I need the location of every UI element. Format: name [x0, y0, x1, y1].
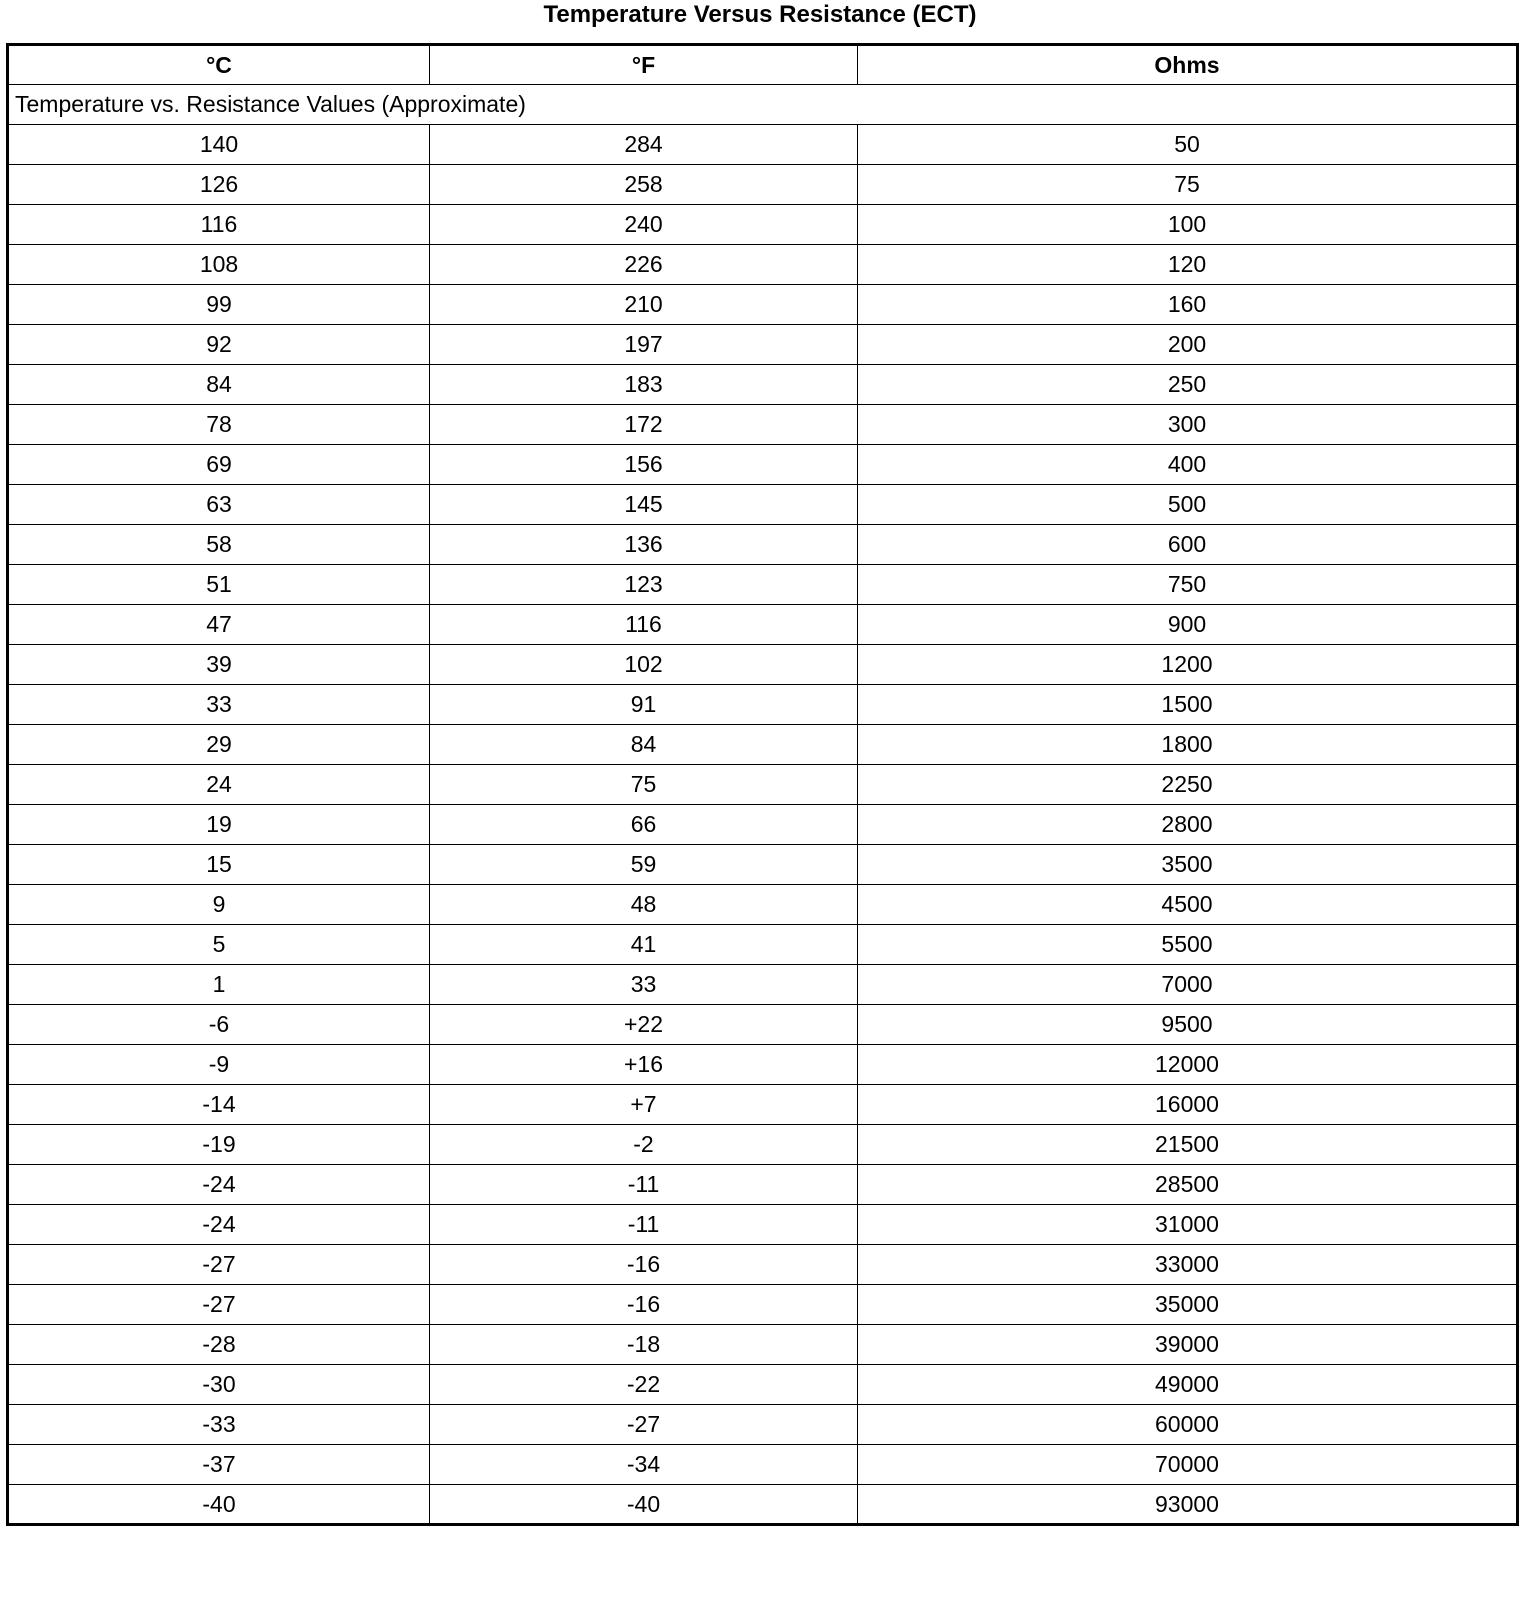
cell-ohms: 300	[858, 405, 1518, 445]
cell-celsius: -9	[8, 1045, 430, 1085]
cell-celsius: 116	[8, 205, 430, 245]
cell-fahrenheit: +7	[430, 1085, 858, 1125]
cell-celsius: -28	[8, 1325, 430, 1365]
cell-fahrenheit: 284	[430, 125, 858, 165]
cell-ohms: 33000	[858, 1245, 1518, 1285]
table-row	[8, 325, 1518, 365]
cell-fahrenheit: 145	[430, 485, 858, 525]
cell-fahrenheit: 258	[430, 165, 858, 205]
table-row	[8, 405, 1518, 445]
cell-fahrenheit: 48	[430, 885, 858, 925]
table-note: Temperature vs. Resistance Values (Approximate)	[8, 85, 1518, 125]
cell-ohms: 600	[858, 525, 1518, 565]
cell-ohms: 21500	[858, 1125, 1518, 1165]
cell-ohms: 250	[858, 365, 1518, 405]
cell-celsius: 5	[8, 925, 430, 965]
cell-fahrenheit: 136	[430, 525, 858, 565]
cell-fahrenheit: -11	[430, 1205, 858, 1245]
table-row	[8, 965, 1518, 1005]
cell-ohms: 200	[858, 325, 1518, 365]
cell-celsius: 1	[8, 965, 430, 1005]
cell-ohms: 28500	[858, 1165, 1518, 1205]
table-row	[8, 165, 1518, 205]
cell-celsius: 78	[8, 405, 430, 445]
cell-fahrenheit: 33	[430, 965, 858, 1005]
cell-ohms: 9500	[858, 1005, 1518, 1045]
cell-celsius: 63	[8, 485, 430, 525]
cell-celsius: 126	[8, 165, 430, 205]
table-row	[8, 765, 1518, 805]
cell-fahrenheit: -22	[430, 1365, 858, 1405]
cell-celsius: 140	[8, 125, 430, 165]
temperature-resistance-table	[6, 43, 1519, 1526]
cell-fahrenheit: 102	[430, 645, 858, 685]
table-body	[8, 85, 1518, 1525]
cell-celsius: 39	[8, 645, 430, 685]
cell-fahrenheit: 75	[430, 765, 858, 805]
cell-ohms: 120	[858, 245, 1518, 285]
table-row	[8, 205, 1518, 245]
cell-fahrenheit: 240	[430, 205, 858, 245]
column-header-ohms: Ohms	[858, 45, 1518, 85]
cell-ohms: 100	[858, 205, 1518, 245]
cell-celsius: -33	[8, 1405, 430, 1445]
cell-fahrenheit: 59	[430, 845, 858, 885]
cell-fahrenheit: 123	[430, 565, 858, 605]
table-row	[8, 1085, 1518, 1125]
cell-celsius: 69	[8, 445, 430, 485]
cell-celsius: 84	[8, 365, 430, 405]
cell-ohms: 400	[858, 445, 1518, 485]
cell-fahrenheit: 116	[430, 605, 858, 645]
cell-celsius: -6	[8, 1005, 430, 1045]
cell-ohms: 70000	[858, 1445, 1518, 1485]
cell-fahrenheit: -40	[430, 1485, 858, 1525]
table-row	[8, 1365, 1518, 1405]
cell-celsius: -37	[8, 1445, 430, 1485]
cell-celsius: 15	[8, 845, 430, 885]
cell-fahrenheit: 210	[430, 285, 858, 325]
cell-celsius: -24	[8, 1205, 430, 1245]
cell-celsius: 19	[8, 805, 430, 845]
cell-ohms: 7000	[858, 965, 1518, 1005]
table-row	[8, 525, 1518, 565]
table-row	[8, 485, 1518, 525]
cell-ohms: 39000	[858, 1325, 1518, 1365]
cell-ohms: 1500	[858, 685, 1518, 725]
cell-ohms: 5500	[858, 925, 1518, 965]
table-row	[8, 1005, 1518, 1045]
cell-ohms: 900	[858, 605, 1518, 645]
table-row	[8, 565, 1518, 605]
cell-ohms: 500	[858, 485, 1518, 525]
table-title: Temperature Versus Resistance (ECT)	[543, 1, 977, 28]
table-row	[8, 1285, 1518, 1325]
cell-ohms: 93000	[858, 1485, 1518, 1525]
table-row	[8, 845, 1518, 885]
cell-fahrenheit: 183	[430, 365, 858, 405]
cell-ohms: 750	[858, 565, 1518, 605]
cell-ohms: 35000	[858, 1285, 1518, 1325]
cell-celsius: 9	[8, 885, 430, 925]
cell-celsius: 58	[8, 525, 430, 565]
cell-celsius: 33	[8, 685, 430, 725]
table-row	[8, 885, 1518, 925]
cell-celsius: -30	[8, 1365, 430, 1405]
cell-ohms: 2250	[858, 765, 1518, 805]
cell-celsius: 51	[8, 565, 430, 605]
cell-fahrenheit: -11	[430, 1165, 858, 1205]
cell-fahrenheit: +16	[430, 1045, 858, 1085]
cell-celsius: 108	[8, 245, 430, 285]
table-row	[8, 245, 1518, 285]
cell-ohms: 16000	[858, 1085, 1518, 1125]
cell-fahrenheit: 41	[430, 925, 858, 965]
cell-ohms: 60000	[858, 1405, 1518, 1445]
cell-fahrenheit: -2	[430, 1125, 858, 1165]
cell-ohms: 1200	[858, 645, 1518, 685]
cell-ohms: 160	[858, 285, 1518, 325]
table-row	[8, 365, 1518, 405]
cell-celsius: 29	[8, 725, 430, 765]
cell-ohms: 75	[858, 165, 1518, 205]
cell-fahrenheit: -16	[430, 1245, 858, 1285]
cell-celsius: -19	[8, 1125, 430, 1165]
table-row	[8, 725, 1518, 765]
table-row	[8, 805, 1518, 845]
cell-celsius: -40	[8, 1485, 430, 1525]
cell-ohms: 2800	[858, 805, 1518, 845]
cell-ohms: 31000	[858, 1205, 1518, 1245]
column-header-fahrenheit: °F	[430, 45, 858, 85]
note-row	[8, 85, 1518, 125]
table-row	[8, 125, 1518, 165]
cell-fahrenheit: 197	[430, 325, 858, 365]
cell-fahrenheit: -34	[430, 1445, 858, 1485]
cell-fahrenheit: 91	[430, 685, 858, 725]
cell-ohms: 12000	[858, 1045, 1518, 1085]
cell-fahrenheit: 172	[430, 405, 858, 445]
table-row	[8, 1205, 1518, 1245]
table-row	[8, 1445, 1518, 1485]
cell-fahrenheit: 226	[430, 245, 858, 285]
cell-ohms: 50	[858, 125, 1518, 165]
table-row	[8, 605, 1518, 645]
header-row	[8, 45, 1518, 85]
cell-celsius: 47	[8, 605, 430, 645]
table-row	[8, 1245, 1518, 1285]
table-row	[8, 1045, 1518, 1085]
table-row	[8, 1325, 1518, 1365]
cell-fahrenheit: +22	[430, 1005, 858, 1045]
table-row	[8, 645, 1518, 685]
cell-ohms: 1800	[858, 725, 1518, 765]
cell-fahrenheit: -18	[430, 1325, 858, 1365]
table-row	[8, 1125, 1518, 1165]
cell-fahrenheit: 156	[430, 445, 858, 485]
table-row	[8, 445, 1518, 485]
cell-celsius: 24	[8, 765, 430, 805]
table-row	[8, 1405, 1518, 1445]
table-row	[8, 1485, 1518, 1525]
table-row	[8, 1165, 1518, 1205]
cell-ohms: 4500	[858, 885, 1518, 925]
cell-celsius: 92	[8, 325, 430, 365]
cell-celsius: -14	[8, 1085, 430, 1125]
cell-fahrenheit: 66	[430, 805, 858, 845]
cell-fahrenheit: 84	[430, 725, 858, 765]
table-row	[8, 285, 1518, 325]
cell-celsius: -27	[8, 1285, 430, 1325]
cell-ohms: 49000	[858, 1365, 1518, 1405]
table-row	[8, 925, 1518, 965]
cell-fahrenheit: -16	[430, 1285, 858, 1325]
cell-celsius: -24	[8, 1165, 430, 1205]
cell-celsius: 99	[8, 285, 430, 325]
column-header-celsius: °C	[8, 45, 430, 85]
cell-celsius: -27	[8, 1245, 430, 1285]
table-row	[8, 685, 1518, 725]
cell-fahrenheit: -27	[430, 1405, 858, 1445]
cell-ohms: 3500	[858, 845, 1518, 885]
